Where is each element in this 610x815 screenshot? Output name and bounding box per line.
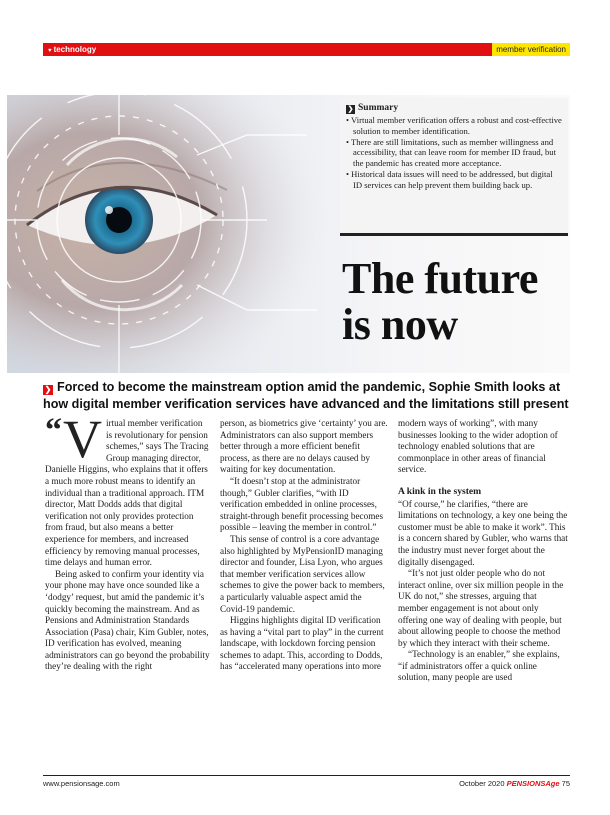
body-paragraph: Being asked to confirm your identity via your phone may have once sounded like a ‘dodgy’ request, but amid the pandemic it’s quickly becoming the mainstream. And as Pensions and Administration Standards Association (Pasa) chair, Kim Gubler, notes, ID verification has evolved, meaning administrators can go beyond the probability they’re dealing with the right: [45, 568, 210, 672]
quote-mark: “: [45, 412, 62, 449]
body-paragraph: This sense of control is a core advantage also highlighted by MyPensionID managing director and founder, Lisa Lyon, who argues that member verification services allow schemes to give the power back to members, a particularly valuable aspect amid the Covid-19 pandemic.: [220, 533, 385, 614]
body-column-3: [398, 418, 568, 684]
standfirst-text: Forced to become the mainstream option amid the pandemic, Sophie Smith looks at how digital member verification services have advanced and the limitations still present: [43, 380, 569, 411]
summary-list: [346, 115, 562, 191]
body-column-1: [45, 409, 210, 673]
standfirst: [43, 379, 578, 413]
headline: [342, 256, 572, 348]
summary-bullet: • Virtual member verification offers a robust and cost-effective solution to member identification.: [346, 115, 562, 137]
summary-title: [346, 103, 562, 114]
summary-bullet: • Historical data issues will need to be addressed, but digital ID services can help prevent them building back up.: [346, 169, 562, 191]
body-paragraph: modern ways of working”, with many businesses looking to the wider adoption of technology enabled solutions that are commonplace in other areas of financial service.: [398, 418, 558, 475]
footer-rule: [43, 775, 570, 776]
footer-website: www.pensionsage.com: [43, 779, 120, 788]
body-text: irtual member verification is revolutionary for pension schemes,” says The Tracing Group managing director, Danielle Higgins, who explains that it offers a much more robust means to identify an individual than a traditional approach. ITM director, Matt Dodds adds that digital verification not only provides protection from fraud, but also means a better experience for members, and increased efficiency by removing manual processes, time delays and human error.: [45, 418, 209, 568]
headline-line-1: The future: [342, 254, 538, 303]
footer-issue: [459, 779, 570, 788]
body-paragraph: [45, 409, 210, 569]
dropcap: V: [63, 409, 102, 469]
summary-bullet: • There are still limitations, such as member willingness and accessibility, that can leave room for member ID fraud, but the pandemic has created more acceptance.: [346, 137, 562, 169]
body-column-2: [220, 418, 388, 673]
body-paragraph: “It doesn’t stop at the administrator though,” Gubler clarifies, “with ID verification embedded in online processes, straight-through benefit processing becomes possible – leaving the member in control.”: [220, 475, 384, 533]
footer-date: October 2020: [459, 779, 505, 788]
subheading: A kink in the system: [398, 485, 482, 497]
footer-brand-logo: PENSIONSAge: [506, 779, 560, 788]
arrow-box-icon: ❯: [44, 385, 52, 394]
section-label: [48, 43, 96, 56]
headline-line-2: is now: [342, 300, 458, 349]
page-number: 75: [561, 779, 570, 788]
topic-tag: member verification: [492, 43, 570, 56]
summary-title-text: Summary: [358, 103, 399, 113]
body-paragraph: Higgins highlights digital ID verification as having a “vital part to play” in the current landscape, with lockdown forcing pension schemes to adapt. This, according to Dodds, has “accelerated many operations into more: [220, 615, 384, 672]
body-paragraph: person, as biometrics give ‘certainty’ you are. Administrators can also support members better through a more efficient benefit process, as there are no delays caused by waiting for key documentation.: [220, 418, 388, 475]
summary-box: [340, 98, 568, 236]
arrow-box-icon: ❯: [347, 105, 354, 113]
heart-icon: ♥: [48, 48, 52, 54]
body-paragraph: “It’s not just older people who do not interact online, over six million people in the UK do not,” she stresses, arguing that member engagement is not about only offering one way of dealing with people, but about allowing people to choose the method by which they interact with their scheme.: [398, 568, 564, 648]
body-paragraph: “Technology is an enabler,” she explains, “if administrators offer a quick online solution, many people are used: [398, 649, 560, 683]
header-bar: [43, 43, 570, 56]
body-paragraph: “Of course,” he clarifies, “there are limitations on technology, a key one being the customer must be able to make it work”. This is a concern shared by Gubler, who warns that the industry must never forget about the digitally disengaged.: [398, 498, 568, 567]
section-label-text: technology: [53, 45, 97, 54]
